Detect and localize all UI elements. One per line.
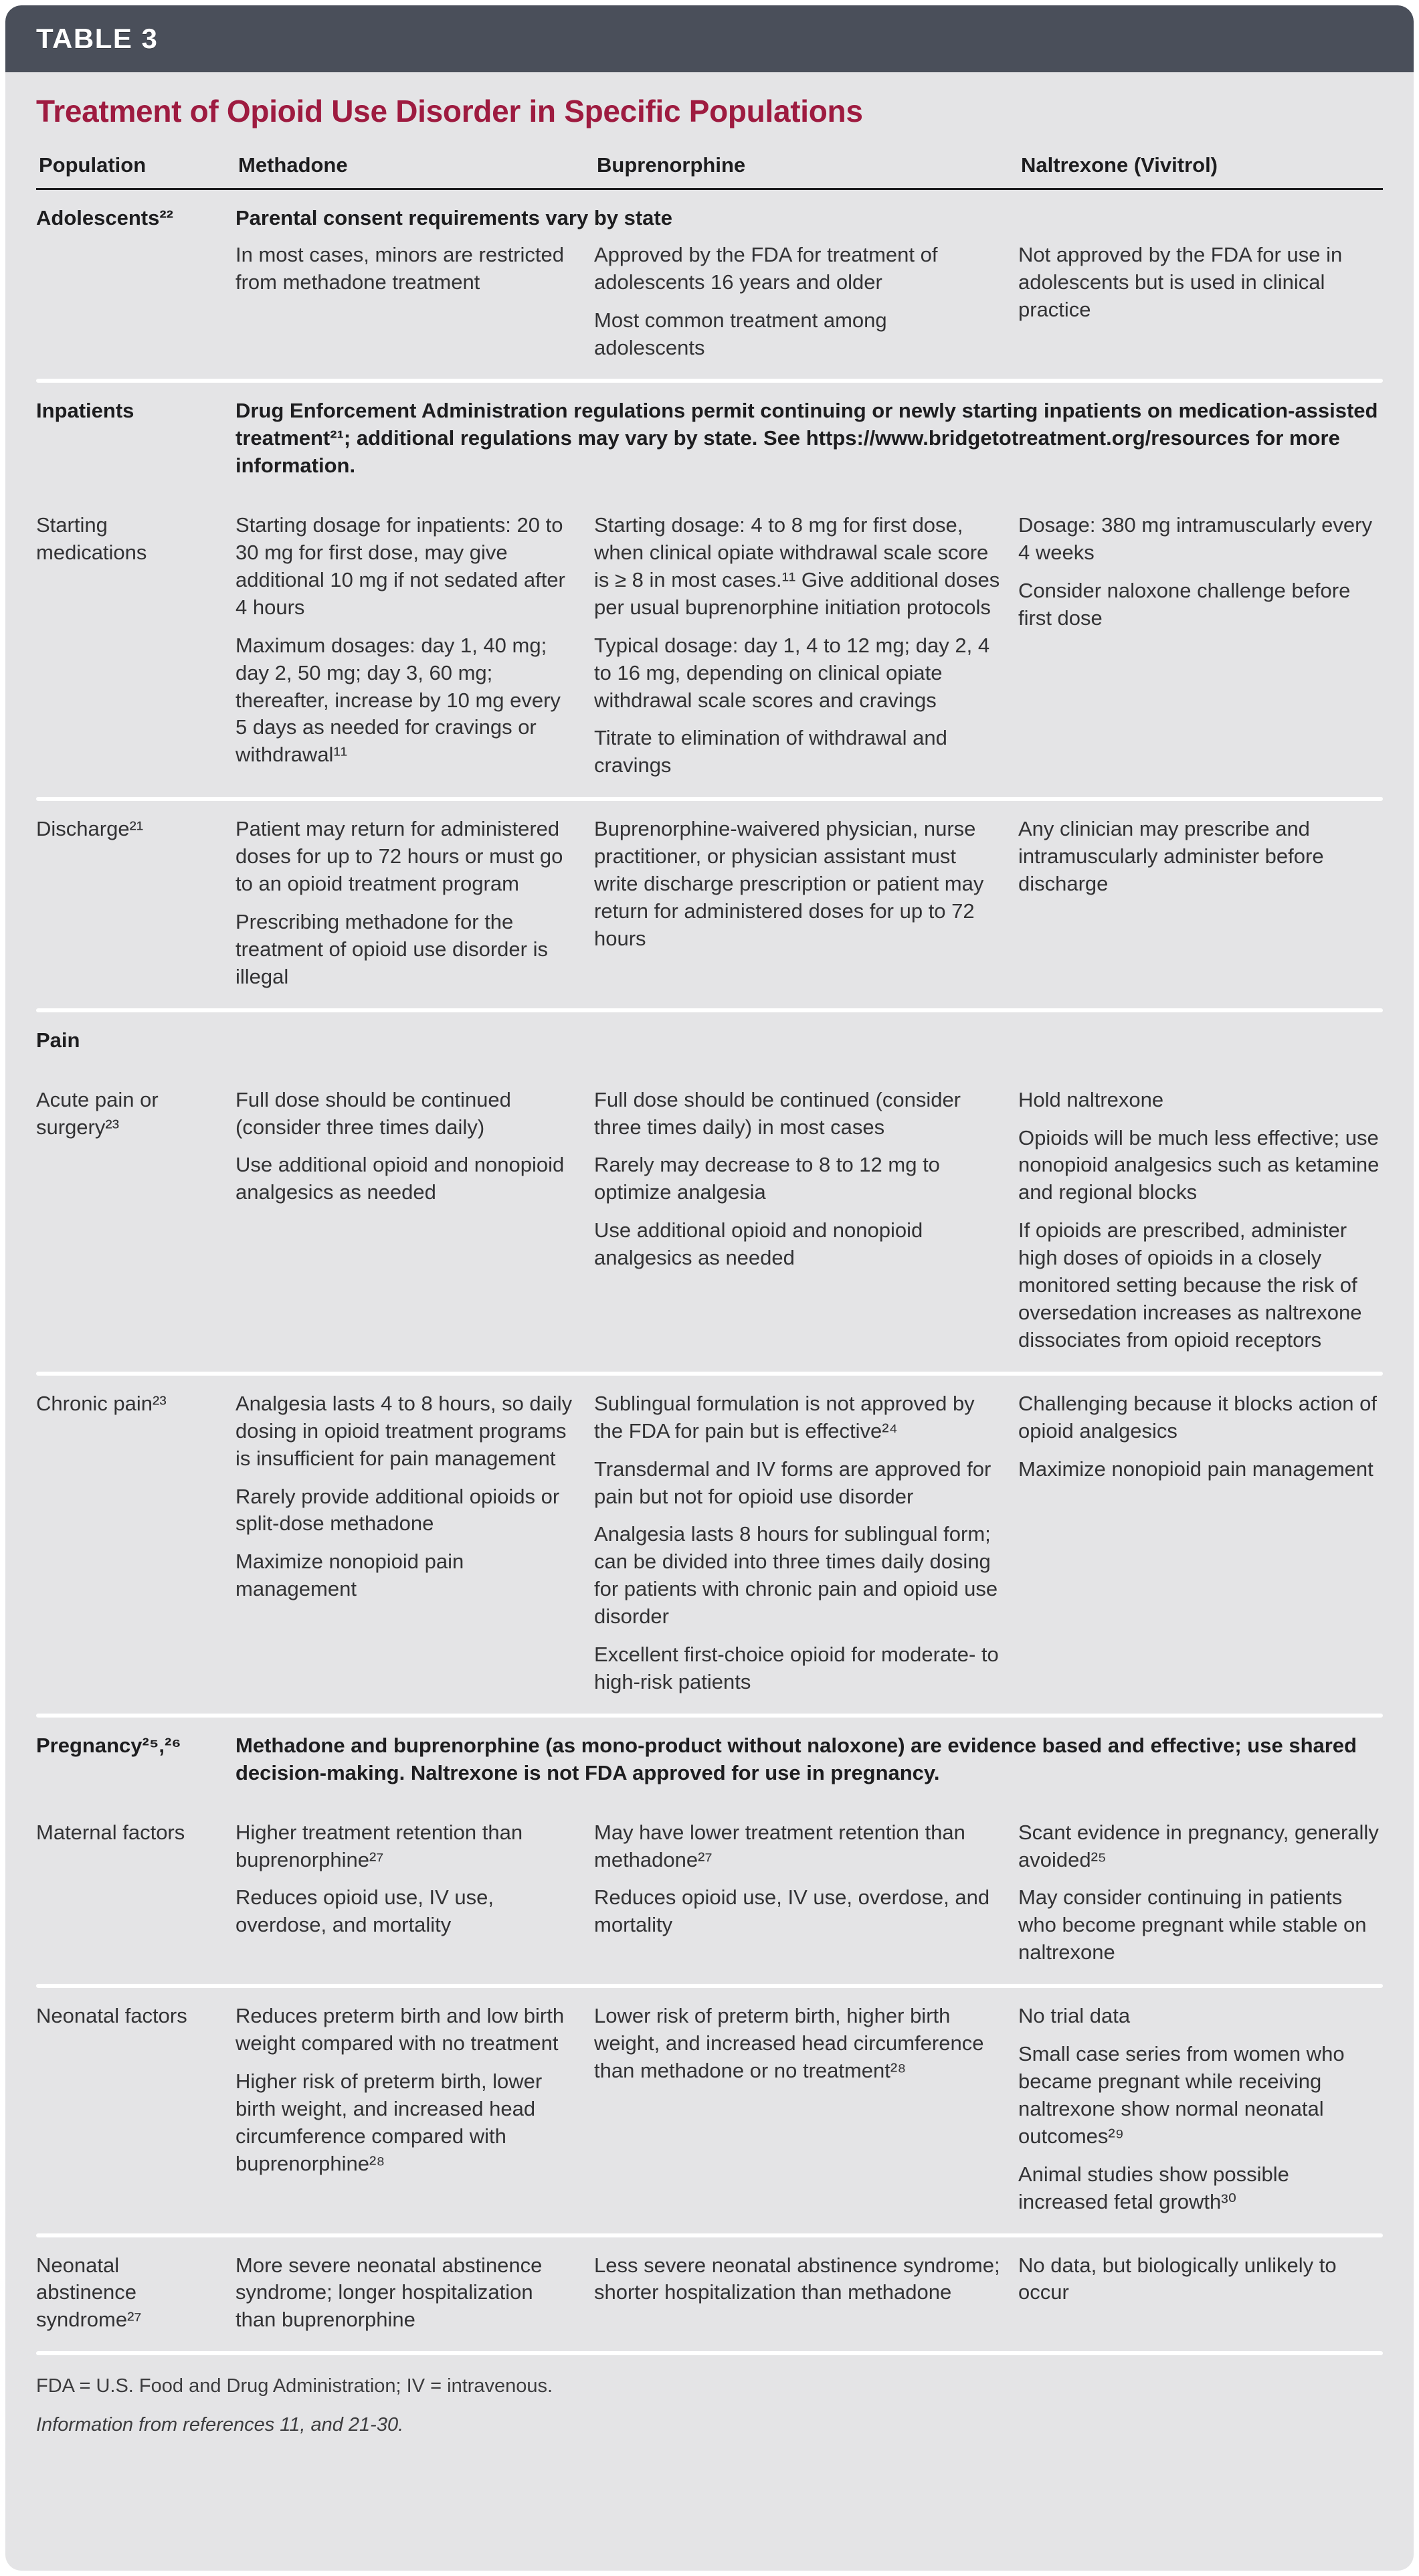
table-cell [594,242,1001,362]
table-row [36,2237,1383,2352]
cell-paragraph: Excellent first-choice opioid for moderate- to high-risk patients [594,1643,999,1693]
cell-paragraph: Consider naloxone challenge before first dose [1018,578,1351,630]
cell-paragraph: Approved by the FDA for treatment of adolescents 16 years and older [594,242,938,294]
table-cell [235,1819,577,1967]
row-label: Inpatients [36,399,134,423]
table-title: Treatment of Opioid Use Disorder in Specific Populations [36,94,863,128]
footnotes [36,2374,1383,2437]
table-cell [1018,242,1383,362]
cell-paragraph: Use additional opioid and nonopioid analgesics as needed [594,1218,923,1270]
row-label: Discharge²¹ [36,817,144,841]
table-cell [594,2252,1001,2334]
cell-paragraph: Typical dosage: day 1, 4 to 12 mg; day 2, 4 to 16 mg, depending on clinical opiate withdrawal scale scores and cravings [594,633,990,712]
cell-paragraph: In most cases, minors are restricted from methadone treatment [235,242,564,294]
table-cell [1018,2252,1383,2334]
table-cell [1018,2003,1383,2215]
cell-paragraph: Titrate to elimination of withdrawal and cravings [594,726,947,777]
cell-paragraph: Analgesia lasts 8 hours for sublingual form; can be divided into three times daily dosing for patients with chronic pain and opioid use disorder [594,1522,998,1629]
column-header-methadone: Methadone [238,153,348,177]
table-cell [235,512,577,779]
table-cell [235,2252,577,2334]
cell-paragraph: Patient may return for administered doses for up to 72 hours or must go to an opioid treatment program [235,817,563,896]
row-label: Maternal factors [36,1820,185,1844]
cell-paragraph: Dosage: 380 mg intramuscularly every 4 weeks [1018,513,1372,565]
table-cell [594,1819,1001,1967]
row-span-note: Methadone and buprenorphine (as mono-product without naloxone) are evidence based and effective; use shared decision-making. Naltrexone is not FDA approved for use in pregnancy. [235,1733,1357,1784]
cell-paragraph: Reduces opioid use, IV use, overdose, and mortality [235,1885,494,1937]
table-card [5,5,1414,2571]
row-label: Adolescents²² [36,205,173,229]
table-row [36,1988,1383,2233]
table-row [36,383,1383,497]
source-note: Information from references 11, and 21-30. [36,2413,404,2435]
table-cell [1018,512,1383,779]
table-cell [1018,816,1383,990]
cell-paragraph: Not approved by the FDA for use in adolescents but is used in clinical practice [1018,242,1343,321]
table-cell [235,242,577,362]
cell-paragraph: May have lower treatment retention than methadone²⁷ [594,1820,965,1871]
cell-paragraph: No data, but biologically unlikely to occur [1018,2253,1337,2304]
cell-paragraph: Sublingual formulation is not approved by the FDA for pain but is effective²⁴ [594,1391,975,1443]
table-cell [235,1390,577,1696]
row-label: Chronic pain²³ [36,1391,167,1415]
table-cell [1018,1087,1383,1354]
cell-paragraph: Starting dosage for inpatients: 20 to 30 mg for first dose, may give additional 10 mg if not sedated after 4 hours [235,513,565,619]
cell-paragraph: Rarely provide additional opioids or split-dose methadone [235,1484,560,1536]
table-row [36,1012,1383,1072]
cell-paragraph: Full dose should be continued (consider three times daily) in most cases [594,1087,961,1139]
table-row [36,1718,1383,1805]
table-cell [1018,1819,1383,1967]
cell-paragraph: Starting dosage: 4 to 8 mg for first dose, when clinical opiate withdrawal scale score is ≥ 8 in most cases.¹¹ Give additional doses per usual buprenorphine initiation protocols [594,513,1000,619]
table-cell [594,1087,1001,1354]
cell-paragraph: Rarely may decrease to 8 to 12 mg to optimize analgesia [594,1153,940,1204]
row-span-note: Drug Enforcement Administration regulations permit continuing or newly starting inpatients on medication-assisted treatment²¹; additional regulations may vary by state. See https://www.bridgetotreatment.org/resources for more information. [235,399,1378,478]
cell-paragraph: No trial data [1018,2004,1131,2028]
row-label: Neonatal factors [36,2004,187,2028]
table-cell [594,2003,1001,2215]
cell-paragraph: Challenging because it blocks action of opioid analgesics [1018,1391,1377,1443]
cell-paragraph: If opioids are prescribed, administer high doses of opioids in a closely monitored setting because the risk of oversedation increases as naltrexone dissociates from opioid receptors [1018,1218,1362,1352]
cell-paragraph: Reduces preterm birth and low birth weight compared with no treatment [235,2004,565,2055]
cell-paragraph: Analgesia lasts 4 to 8 hours, so daily dosing in opioid treatment programs is insufficient for pain management [235,1391,573,1470]
cell-paragraph: Prescribing methadone for the treatment of opioid use disorder is illegal [235,910,548,988]
table-row [36,1805,1383,1985]
row-label: Pregnancy²⁵,²⁶ [36,1733,181,1757]
cell-paragraph: Reduces opioid use, IV use, overdose, and mortality [594,1885,990,1937]
table-cell [235,2003,577,2215]
column-header-buprenorphine: Buprenorphine [597,153,746,177]
cell-paragraph: Opioids will be much less effective; use nonopioid analgesics such as ketamine and regional blocks [1018,1125,1380,1204]
table-cell [594,816,1001,990]
cell-paragraph: Maximum dosages: day 1, 40 mg; day 2, 50 mg; day 3, 60 mg; thereafter, increase by 10 mg every 5 days as needed for cravings or withdrawal¹¹ [235,633,561,767]
cell-paragraph: Higher treatment retention than buprenorphine²⁷ [235,1820,523,1871]
table-body [5,94,1414,2485]
row-label: Acute pain or surgery²³ [36,1087,159,1139]
cell-paragraph: Less severe neonatal abstinence syndrome; shorter hospitalization than methadone [594,2253,1000,2304]
table-cell [1018,1390,1383,1696]
abbreviation-note: FDA = U.S. Food and Drug Administration; IV = intravenous. [36,2375,553,2397]
cell-paragraph: Hold naltrexone [1018,1087,1164,1111]
row-label: Starting medications [36,513,147,565]
table-row [36,1072,1383,1372]
table-rows [36,190,1383,2355]
cell-paragraph: Lower risk of preterm birth, higher birth weight, and increased head circumference than methadone or no treatment²⁸ [594,2004,984,2083]
table-tag: TABLE 3 [36,23,159,54]
row-span-note: Parental consent requirements vary by state [235,205,672,229]
cell-paragraph: May consider continuing in patients who become pregnant while stable on naltrexone [1018,1885,1367,1964]
cell-paragraph: Higher risk of preterm birth, lower birth weight, and increased head circumference compared with buprenorphine²⁸ [235,2069,543,2175]
cell-paragraph: Scant evidence in pregnancy, generally avoided²⁵ [1018,1820,1379,1871]
cell-paragraph: Any clinician may prescribe and intramuscularly administer before discharge [1018,817,1324,896]
cell-paragraph: Maximize nonopioid pain management [1018,1457,1374,1481]
cell-paragraph: Use additional opioid and nonopioid analgesics as needed [235,1153,565,1204]
column-header-row [36,153,1383,190]
cell-paragraph: Most common treatment among adolescents [594,308,887,359]
cell-paragraph: Maximize nonopioid pain management [235,1550,464,1601]
cell-paragraph: Transdermal and IV forms are approved for pain but not for opioid use disorder [594,1457,991,1508]
row-divider [36,2351,1383,2355]
cell-paragraph: More severe neonatal abstinence syndrome; longer hospitalization than buprenorphine [235,2253,543,2332]
cell-paragraph: Buprenorphine-waivered physician, nurse practitioner, or physician assistant must write discharge prescription or patient may return for administered doses for up to 72 hours [594,817,984,950]
table-cell [594,512,1001,779]
table-row [36,497,1383,797]
table-row [36,1376,1383,1714]
table-row [36,801,1383,1008]
table-row [36,190,1383,379]
cell-paragraph: Full dose should be continued (consider three times daily) [235,1087,511,1139]
cell-paragraph: Small case series from women who became pregnant while receiving naltrexone show normal neonatal outcomes²⁹ [1018,2042,1345,2148]
row-label: Neonatal abstinence syndrome²⁷ [36,2253,142,2332]
column-header-population: Population [39,153,147,177]
table-header-bar [5,5,1414,72]
table-cell [235,1087,577,1354]
column-header-naltrexone: Naltrexone (Vivitrol) [1021,153,1218,177]
table-cell [235,816,577,990]
table-cell [594,1390,1001,1696]
cell-paragraph: Animal studies show possible increased fetal growth³⁰ [1018,2162,1289,2213]
row-label: Pain [36,1028,80,1052]
